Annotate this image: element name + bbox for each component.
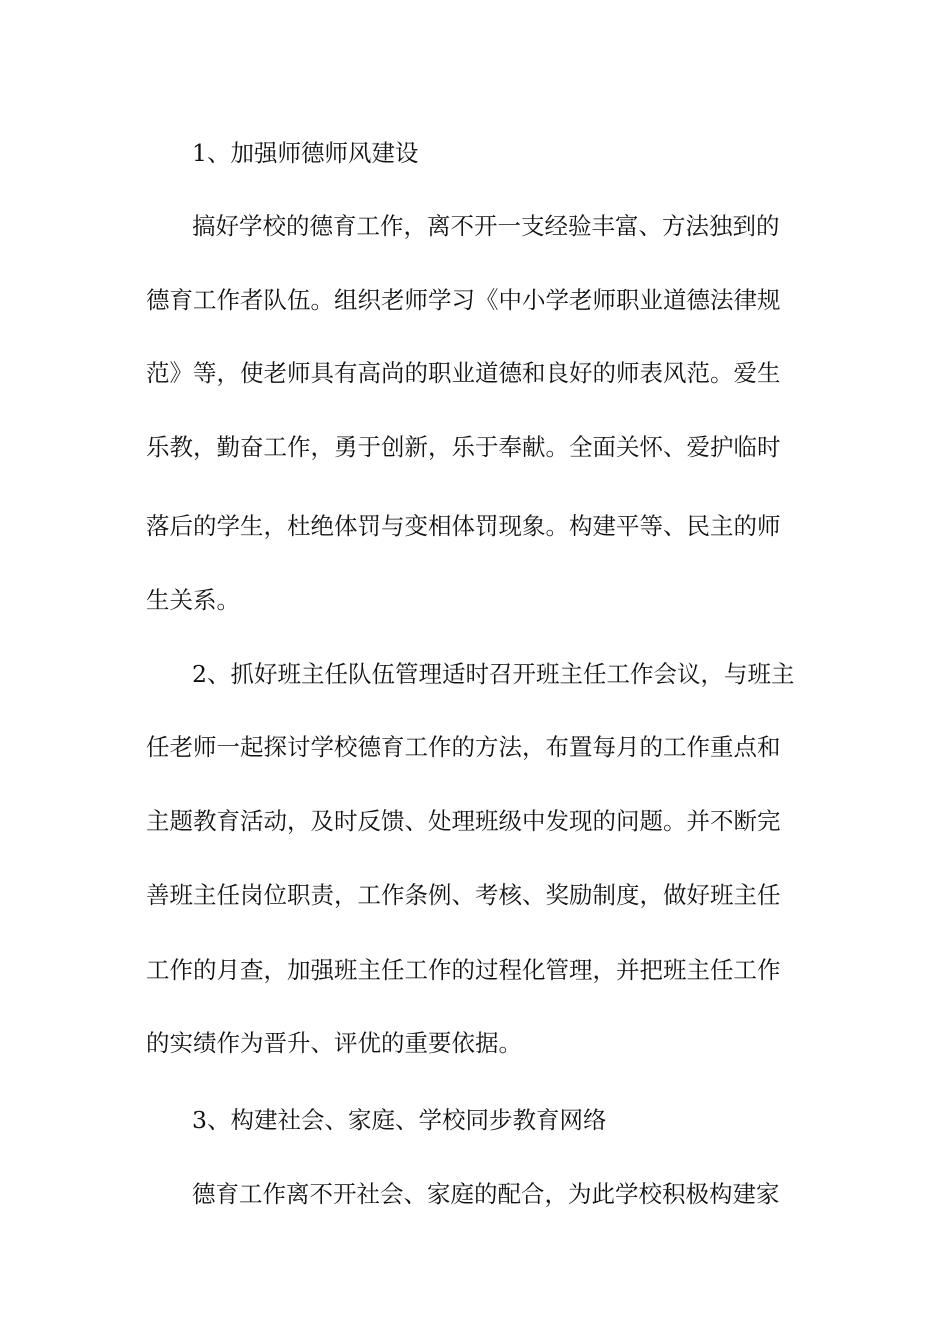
section-heading-2: 2、抓好班主任队伍管理适时召开班主任工作会议，与班主: [192, 660, 795, 688]
paragraph-line: 善班主任岗位职责，工作条例、考核、奖励制度，做好班主任: [146, 881, 781, 909]
paragraph-line: 落后的学生，杜绝体罚与变相体罚现象。构建平等、民主的师: [146, 512, 781, 540]
paragraph-line: 搞好学校的德育工作，离不开一支经验丰富、方法独到的: [192, 212, 780, 240]
paragraph-line: 任老师一起探讨学校德育工作的方法，布置每月的工作重点和: [146, 733, 781, 761]
paragraph-line: 德育工作者队伍。组织老师学习《中小学老师职业道德法律规: [146, 286, 781, 314]
paragraph-line: 生关系。: [146, 586, 240, 614]
paragraph-line: 乐教，勤奋工作，勇于创新，乐于奉献。全面关怀、爱护临时: [146, 433, 781, 461]
section-heading-3: 3、构建社会、家庭、学校同步教育网络: [192, 1106, 607, 1134]
section-heading-1: 1、加强师德师风建设: [192, 139, 419, 167]
paragraph-line: 范》等，使老师具有高尚的职业道德和良好的师表风范。爱生: [146, 359, 781, 387]
paragraph-line: 的实绩作为晋升、评优的重要依据。: [146, 1029, 522, 1057]
paragraph-line: 工作的月查，加强班主任工作的过程化管理，并把班主任工作: [146, 956, 781, 984]
paragraph-line: 德育工作离不开社会、家庭的配合，为此学校积极构建家: [192, 1180, 780, 1208]
paragraph-line: 主题教育活动，及时反馈、处理班级中发现的问题。并不断完: [146, 807, 781, 835]
